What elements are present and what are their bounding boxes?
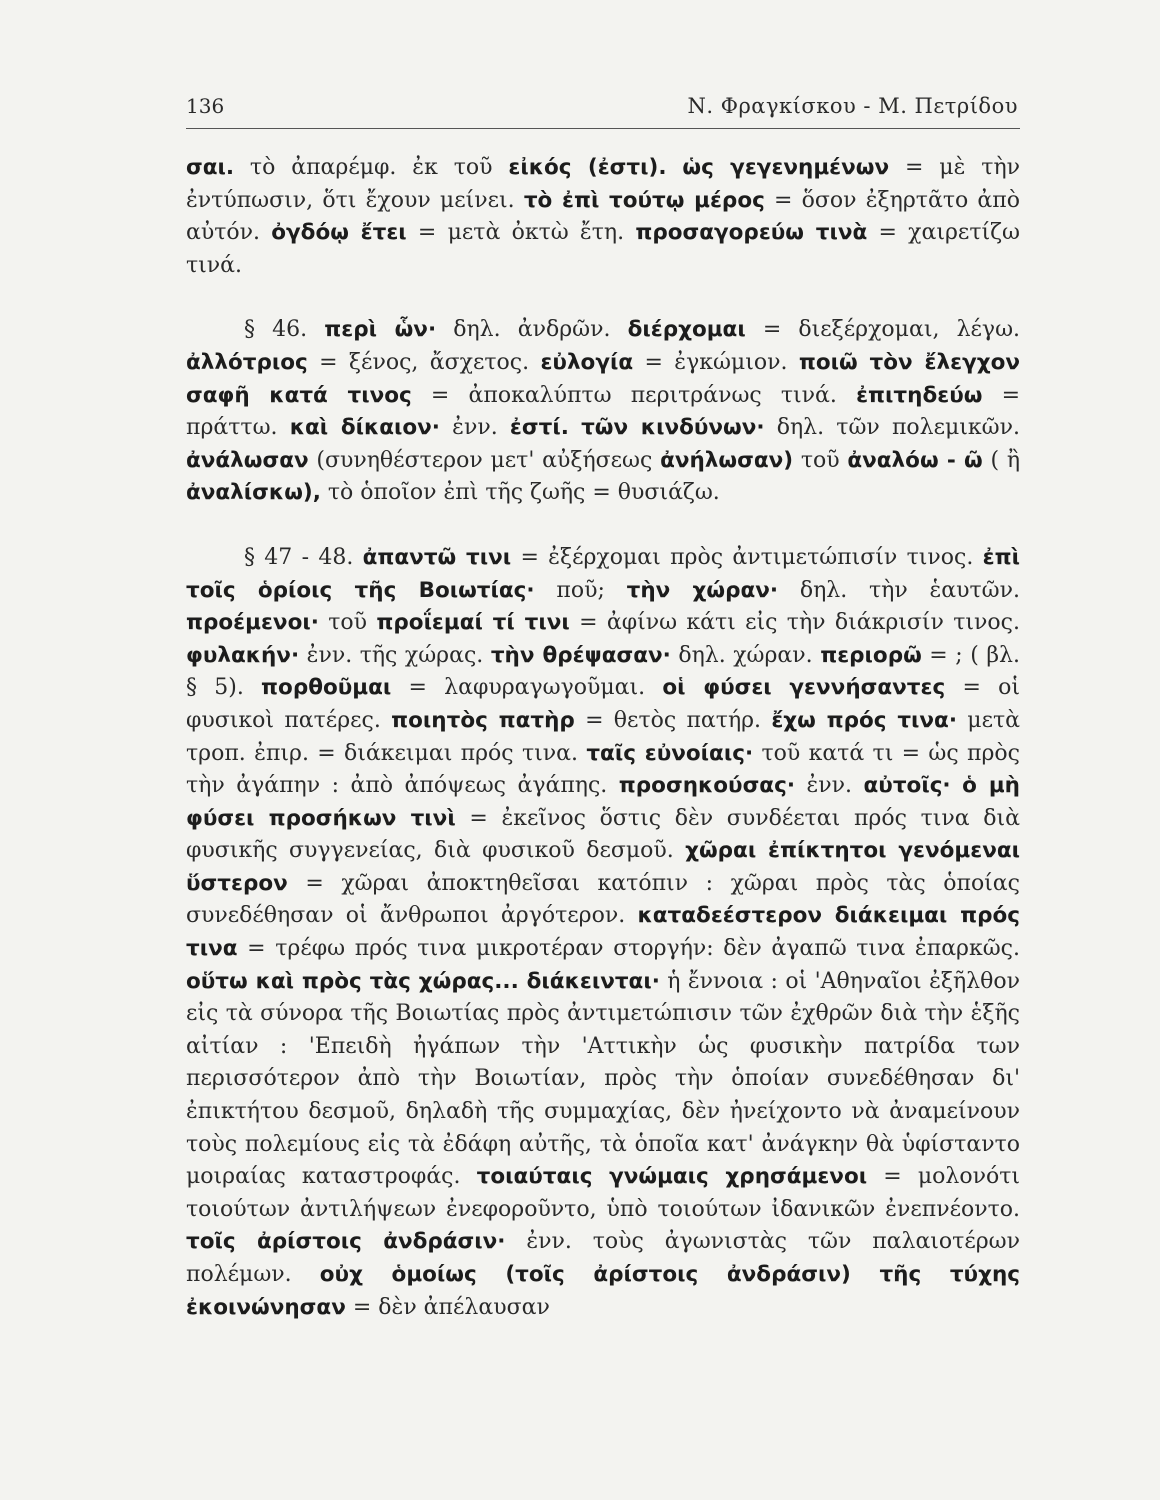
paragraph — [186, 152, 1020, 282]
lemma-term: φυλακήν· — [186, 642, 300, 668]
gloss-text: = χαιρετίζω τινά. — [186, 220, 1020, 278]
gloss-text: ἐνν. τῆς χώρας. — [299, 642, 491, 668]
lemma-term: ὁ μὴ φύσει προσήκων τινὶ — [186, 773, 1020, 831]
lemma-term: τοῖς ἀρίστοις ἀνδράσιν· — [186, 1229, 506, 1255]
gloss-text: = μολονότι τοιούτων ἀντιλήψεων ἐνεφοροῦντο, ὑπὸ τοιούτων ἰδανικῶν ἐνεπνέοντο. — [186, 1164, 1021, 1222]
lemma-term: ἀναλόω - ῶ — [847, 447, 983, 473]
gloss-text: § 46. — [244, 317, 325, 343]
gloss-text: = τρέφω πρός τινα μικροτέραν στοργήν: δὲν ἀγαπῶ τινα ἐπαρκῶς. — [237, 936, 1020, 962]
gloss-text: δηλ. ἀνδρῶν. — [436, 317, 628, 343]
lemma-term: οὕτω καὶ πρὸς τὰς χώρας... διάκεινται· — [186, 968, 660, 994]
gloss-text: ἐνν. — [795, 773, 864, 799]
page-header — [186, 92, 1020, 129]
lemma-term: περιορῶ — [820, 642, 922, 668]
gloss-text: = διεξέρχομαι, λέγω. — [745, 317, 1021, 343]
gloss-text — [569, 415, 581, 440]
gloss-text: δηλ. χώραν. — [670, 642, 821, 668]
lemma-term: ἐστί. — [509, 415, 569, 441]
gloss-text: § 47 - 48. — [244, 544, 363, 570]
gloss-text: δηλ. τὴν ἑαυτῶν. — [778, 577, 1020, 603]
gloss-text: (συνηθέστερον μετ' αὐξήσεως — [308, 447, 661, 473]
lemma-term: ἀναλίσκω), — [186, 480, 321, 506]
gloss-text: = θετὸς πατήρ. — [574, 707, 772, 733]
lemma-term: οὐχ ὁμοίως (τοῖς ἀρίστοις ἀνδράσιν) τῆς τύχης ἐκοινώνησαν — [186, 1262, 1020, 1320]
gloss-text — [951, 773, 963, 798]
gloss-text — [667, 155, 683, 180]
lemma-term: ποιῶ τὸν ἔλεγχον σαφῆ κατά τινος — [186, 349, 1020, 408]
gloss-text: = ; ( βλ. § 5). — [186, 642, 1020, 701]
lemma-term: αὐτοῖς· — [863, 773, 951, 799]
gloss-text: τὸ ὁποῖον ἐπὶ τῆς ζωῆς = θυσιάζω. — [320, 480, 720, 506]
lemma-term: τὴν χώραν· — [626, 577, 779, 603]
gloss-text: = χῶραι ἀποκτηθεῖσαι κατόπιν : χῶραι πρὸς τὰς ὁποίας συνεδέθησαν οἱ ἄνθρωποι ἀργότερον. — [186, 870, 1020, 929]
commentary-text — [186, 152, 1020, 1324]
lemma-term: ἀνάλωσαν — [186, 447, 309, 473]
lemma-term: καὶ δίκαιον· — [289, 415, 440, 441]
gloss-text: = λαφυραγωγοῦμαι. — [391, 675, 663, 701]
lemma-term: προσαγορεύω τινὰ — [635, 220, 868, 246]
page-number: 136 — [186, 94, 225, 118]
gloss-text: = ἀφίνω κάτι εἰς τὴν διάκρισίν τινος. — [569, 610, 1020, 636]
lemma-term: σαι. — [186, 155, 235, 180]
gloss-text: ( ἢ — [982, 447, 1020, 473]
gloss-text: = ἐγκώμιον. — [633, 349, 799, 375]
gloss-text: = ὅσον ἐξηρτᾶτο ἀπὸ αὐτόν. — [186, 187, 1020, 246]
lemma-term: ὀγδόῳ ἔτει — [271, 220, 407, 246]
lemma-term: πορθοῦμαι — [261, 675, 392, 701]
gloss-text: = οἱ φυσικοὶ πατέρες. — [186, 675, 1020, 733]
lemma-term: ἀπαντῶ τινι — [362, 544, 512, 570]
lemma-term: προέμενοι· — [186, 610, 319, 636]
gloss-text: = ἀποκαλύπτω περιτράνως τινά. — [411, 382, 857, 408]
gloss-text: ἡ ἔννοια : οἱ 'Αθηναῖοι ἐξῆλθον εἰς τὰ σύνορα τῆς Βοιωτίας πρὸς ἀντιμετώπισιν τῶν ἐχθρῶν διὰ τὴν ἑξῆς αἰτίαν : 'Επειδὴ ἠγάπων τὴν 'Αττικὴν ὡς φυσικὴν πατρίδα των περισσότερον ἀπὸ τὴν Βοιωτίαν, πρὸς τὴν ὁποίαν συνεδέθησαν δι' ἐπικτήτου δεσμοῦ, δηλαδὴ τῆς συμμαχίας, δὲν ἠνείχοντο νὰ ἀναμείνουν τοὺς πολεμίους εἰς τὰ ἐδάφη αὐτῆς, τὰ ὁποῖα κατ' ἀνάγκην θὰ ὑφίσταντο μοιραίας καταστροφάς. — [186, 968, 1020, 1190]
gloss-text: = μὲ τὴν ἐντύπωσιν, ὅτι ἔχουν μείνει. — [186, 155, 1020, 213]
lemma-term: ποιητὸς πατὴρ — [391, 707, 575, 733]
lemma-term: ταῖς εὐνοίαις· — [586, 740, 754, 766]
lemma-term: προΐεμαί τί τινι — [376, 610, 570, 636]
gloss-text: μετὰ τροπ. ἐπιρ. = διάκειμαι πρός τινα. — [186, 707, 1021, 766]
gloss-text: τὸ ἀπαρέμφ. ἐκ τοῦ — [234, 155, 509, 180]
gloss-text: = πράττω. — [186, 382, 1020, 441]
gloss-text: = ἐκεῖνος ὅστις δὲν συνδέεται πρός τινα διὰ φυσικῆς συγγενείας, διὰ φυσικοῦ δεσμοῦ. — [186, 805, 1020, 864]
lemma-term: προσηκούσας· — [618, 773, 795, 799]
lemma-term: τὸ ἐπὶ τούτῳ μέρος — [523, 187, 765, 213]
gloss-text: = δὲν ἀπέλαυσαν — [345, 1294, 550, 1320]
lemma-term: περὶ ὧν· — [324, 317, 437, 343]
gloss-text: ἐνν. τοὺς ἀγωνιστὰς τῶν παλαιοτέρων πολέμων. — [186, 1229, 1020, 1287]
gloss-text: τοῦ κατά τι = ὡς πρὸς τὴν ἀγάπην : ἀπὸ ἀπόψεως ἀγάπης. — [186, 740, 1020, 799]
paragraph — [186, 542, 1020, 1324]
lemma-term: διέρχομαι — [627, 317, 746, 343]
gloss-text: ποῦ; — [534, 577, 627, 603]
lemma-term: ἐπιτηδεύω — [856, 382, 983, 408]
lemma-term: ἐπὶ τοῖς ὁρίοις τῆς Βοιωτίας· — [186, 544, 1020, 603]
running-head: Ν. Φραγκίσκου - Μ. Πετρίδου — [687, 94, 1018, 118]
lemma-term: οἱ φύσει γεννήσαντες — [662, 675, 946, 701]
lemma-term: χῶραι ἐπίκτητοι γενόμεναι ὕστερον — [186, 838, 1020, 896]
gloss-text: ἐνν. — [439, 415, 510, 441]
gloss-text: τοῦ — [793, 447, 848, 473]
lemma-term: ἀνήλωσαν) — [660, 447, 794, 473]
gloss-text: = ἐξέρχομαι πρὸς ἀντιμετώπισίν τινος. — [511, 544, 983, 570]
lemma-term: τῶν κινδύνων· — [581, 415, 765, 441]
gloss-text: = ξένος, ἄσχετος. — [307, 349, 541, 375]
gloss-text: δηλ. τῶν πολεμικῶν. — [764, 415, 1020, 441]
lemma-term: ἔχω πρός τινα· — [771, 707, 957, 733]
lemma-term: εὐλογία — [540, 349, 634, 375]
lemma-term: εἰκός (ἐστι). — [508, 155, 667, 180]
lemma-term: ἀλλότριος — [186, 349, 308, 375]
lemma-term: τοιαύταις γνώμαις χρησάμενοι — [476, 1164, 868, 1190]
gloss-text: = μετὰ ὀκτὼ ἔτη. — [406, 220, 636, 246]
gloss-text: τοῦ — [318, 610, 377, 636]
paragraph — [186, 314, 1020, 510]
lemma-term: τὴν θρέψασαν· — [490, 642, 671, 668]
lemma-term: καταδεέστερον διάκειμαι πρός τινα — [186, 903, 1020, 962]
lemma-term: ὡς γεγενημένων — [682, 155, 890, 180]
